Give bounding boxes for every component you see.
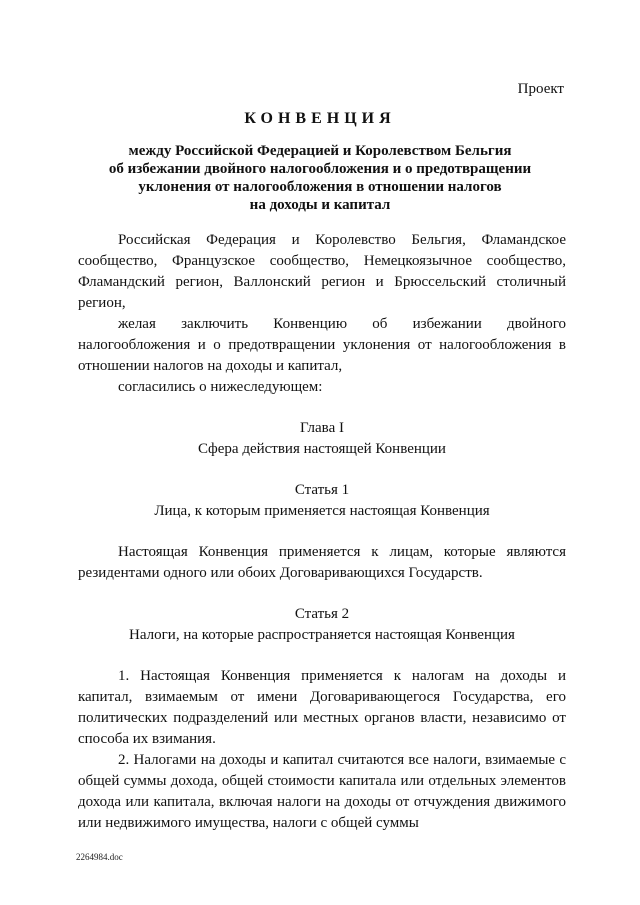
article-2-label: Статья 2: [294, 606, 350, 622]
article-1-title: Лица, к которым применяется настоящая Конвенция: [154, 503, 490, 519]
document-title: КОНВЕНЦИЯ: [244, 110, 396, 127]
article-1-label: Статья 1: [294, 482, 350, 498]
subtitle-line: на доходы и капитал: [249, 197, 391, 213]
article-2-paragraph-2: 2. Налогами на доходы и капитал считаются все налоги, взимаемые с общей суммы дохода, общей стоимости капитала или отдельных элементов дохода или капитала, включая налоги на доходы от отчуждения движимого или недвижимого имущества, налоги с общей суммы: [78, 752, 566, 831]
preamble-intent: желая заключить Конвенцию об избежании двойного налогообложения и о предотвращении уклонения от налогообложения в отношении налогов на доходы и капитал,: [78, 316, 566, 374]
title-block: [75, 110, 565, 214]
draft-label: Проект: [517, 81, 564, 97]
subtitle-line: об избежании двойного налогообложения и о предотвращении: [108, 161, 532, 177]
subtitle-line: между Российской Федерацией и Королевством Бельгия: [128, 143, 512, 159]
article-2-paragraph-1: 1. Настоящая Конвенция применяется к налогам на доходы и капитал, взимаемым от имени Договаривающегося Государства, его политических подразделений или местных органов власти, независимо от способа их взимания.: [78, 668, 566, 747]
preamble-agreement: согласились о нижеследующем:: [118, 379, 323, 395]
preamble-parties: Российская Федерация и Королевство Бельгия, Фламандское сообщество, Французское сообщество, Немецкоязычное сообщество, Фламандский регион, Валлонский регион и Брюссельский столичный регион,: [78, 232, 566, 311]
document-subtitle: [75, 142, 565, 214]
chapter-title: Сфера действия настоящей Конвенции: [198, 441, 446, 457]
subtitle-line: уклонения от налогообложения в отношении налогов: [138, 179, 502, 195]
footer-filename: 2264984.doc: [76, 852, 123, 862]
document-body: [78, 230, 566, 834]
article-2-title: Налоги, на которые распространяется настоящая Конвенция: [129, 627, 515, 643]
article-1-text: Настоящая Конвенция применяется к лицам, которые являются резидентами одного или обоих Договаривающихся Государств.: [78, 544, 566, 581]
chapter-label: Глава I: [300, 420, 344, 436]
